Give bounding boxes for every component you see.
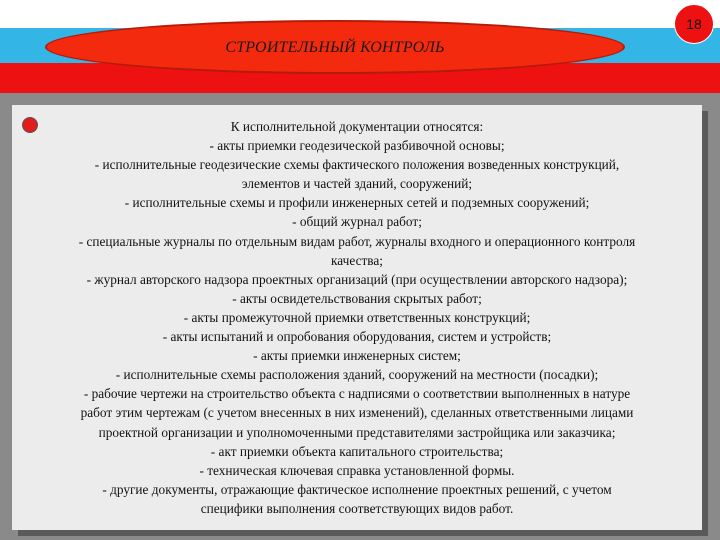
list-item: - общий журнал работ; — [292, 214, 422, 230]
list-item: - техническая ключевая справка установленной формы. — [199, 462, 515, 478]
list-item: - журнал авторского надзора проектных организаций (при осуществлении авторского надзора); — [86, 271, 628, 287]
list-item: К исполнительной документации относятся: — [230, 119, 484, 134]
list-item: - акты промежуточной приемки ответственных конструкций; — [183, 309, 531, 325]
list-item: - акты приемки инженерных систем; — [253, 348, 461, 364]
list-item: элементов и частей зданий, сооружений; — [241, 176, 473, 192]
list-item: - исполнительные схемы расположения зданий, сооружений на местности (посадки); — [115, 367, 599, 383]
list-item: - исполнительные геодезические схемы фактического положения возведенных конструкций, — [94, 157, 620, 173]
list-item: - специальные журналы по отдельным видам работ, журналы входного и операционного контроля — [78, 233, 636, 249]
list-item: проектной организации и уполномоченными представителями застройщика или заказчика; — [98, 424, 616, 440]
list-item: специфики выполнения соответствующих видов работ. — [200, 500, 514, 516]
list-item: работ этим чертежам (с учетом внесенных в них изменений), сделанных ответственными лицами — [80, 405, 634, 421]
page-number-badge: 18 — [674, 4, 714, 44]
list-item: - акт приемки объекта капитального строительства; — [210, 443, 504, 459]
slide-title: СТРОИТЕЛЬНЫЙ КОНТРОЛЬ — [225, 39, 445, 56]
list-item: - акты освидетельствования скрытых работ; — [232, 290, 482, 306]
list-item: - исполнительные схемы и профили инженерных сетей и подземных сооружений; — [124, 195, 590, 211]
list-item: - акты испытаний и опробования оборудования, систем и устройств; — [162, 329, 552, 345]
document-list — [14, 117, 700, 518]
list-item: - другие документы, отражающие фактическое исполнение проектных решений, с учетом — [102, 481, 612, 497]
list-item: - рабочие чертежи на строительство объекта с надписями о соответствии выполненных в натуре — [83, 386, 631, 402]
list-item: - акты приемки геодезической разбивочной основы; — [209, 138, 505, 154]
list-item: качества; — [331, 252, 383, 268]
